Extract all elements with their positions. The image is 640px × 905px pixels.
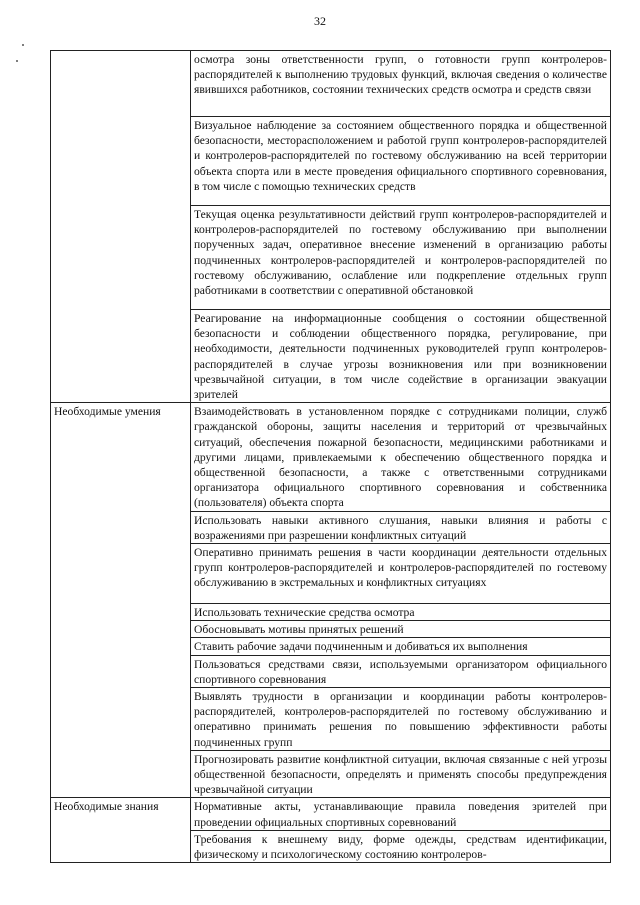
page-number: 32 <box>314 14 326 28</box>
table-row <box>51 51 611 117</box>
description-cell: Пользоваться средствами связи, используемыми организатором официального спортивного соревнования <box>191 655 611 687</box>
description-cell: Выявлять трудности в организации и координации работы контролеров-распорядителей, контролеров-распорядителей по гостевому обслуживанию и оперативно принимать решения по повышению эффективности работы подчиненных групп <box>191 688 611 751</box>
table-row <box>51 798 611 830</box>
description-cell: Использовать технические средства осмотра <box>191 604 611 621</box>
category-cell: Необходимые умения <box>51 403 191 798</box>
table-row <box>51 403 611 511</box>
qualification-table <box>50 50 611 863</box>
description-cell: Обосновывать мотивы принятых решений <box>191 621 611 638</box>
scan-speck <box>16 60 18 62</box>
description-cell: Реагирование на информационные сообщения о состоянии общественной безопасности и соблюдении общественного порядка, регулирование, при необходимости, деятельности подчиненных руководителей групп контролеров-распорядителей в случае угрозы возникновения или при возникновении чрезвычайной ситуации, в том числе содействие в организации эвакуации зрителей <box>191 310 611 403</box>
description-cell: осмотра зоны ответственности групп, о готовности групп контролеров-распорядителей к выполнению трудовых функций, включая сведения о количестве явившихся работников, состоянии технических средств осмотра и средств связи <box>191 51 611 117</box>
scan-speck <box>22 44 24 46</box>
description-cell: Оперативно принимать решения в части координации деятельности отдельных групп контролеров-распорядителей и контролеров-распорядителей по гостевому обслуживанию в экстремальных и конфликтных ситуациях <box>191 544 611 604</box>
description-cell: Использовать навыки активного слушания, навыки влияния и работы с возражениями при разрешении конфликтных ситуаций <box>191 511 611 543</box>
category-cell: Необходимые знания <box>51 798 191 863</box>
description-cell: Прогнозировать развитие конфликтной ситуации, включая связанные с ней угрозы общественной безопасности, определять и применять способы предупреждения чрезвычайной ситуации <box>191 750 611 798</box>
category-cell <box>51 51 191 403</box>
description-cell: Требования к внешнему виду, форме одежды, средствам идентификации, физическому и психологическому состоянию контролеров- <box>191 830 611 862</box>
description-cell: Взаимодействовать в установленном порядке с сотрудниками полиции, служб гражданской обороны, защиты населения и территорий от чрезвычайных ситуаций, обеспечения пожарной безопасности, медицинскими работниками и другими лицами, привлекаемыми к обеспечению общественного порядка и общественной безопасности, а также с ответственными сотрудниками организатора официального спортивного соревнования и собственника (пользователя) объекта спорта <box>191 403 611 511</box>
description-cell: Визуальное наблюдение за состоянием общественного порядка и общественной безопасности, месторасположением и работой групп контролеров-распорядителей и контролеров-распорядителей по гостевому обслуживанию на всей территории объекта спорта или в месте проведения официального спортивного соревнования, в том числе с помощью технических средств <box>191 117 611 206</box>
description-cell: Нормативные акты, устанавливающие правила поведения зрителей при проведении официальных спортивных соревнований <box>191 798 611 830</box>
description-cell: Ставить рабочие задачи подчиненным и добиваться их выполнения <box>191 638 611 655</box>
description-cell: Текущая оценка результативности действий групп контролеров-распорядителей и контролеров-распорядителей по гостевому обслуживанию при выполнении порученных задач, оперативное внесение изменений в организацию работы подчиненных контролеров-распорядителей и контролеров-распорядителей по гостевому обслуживанию, ослабление или подкрепление отдельных групп работниками в соответствии с оперативной обстановкой <box>191 206 611 310</box>
